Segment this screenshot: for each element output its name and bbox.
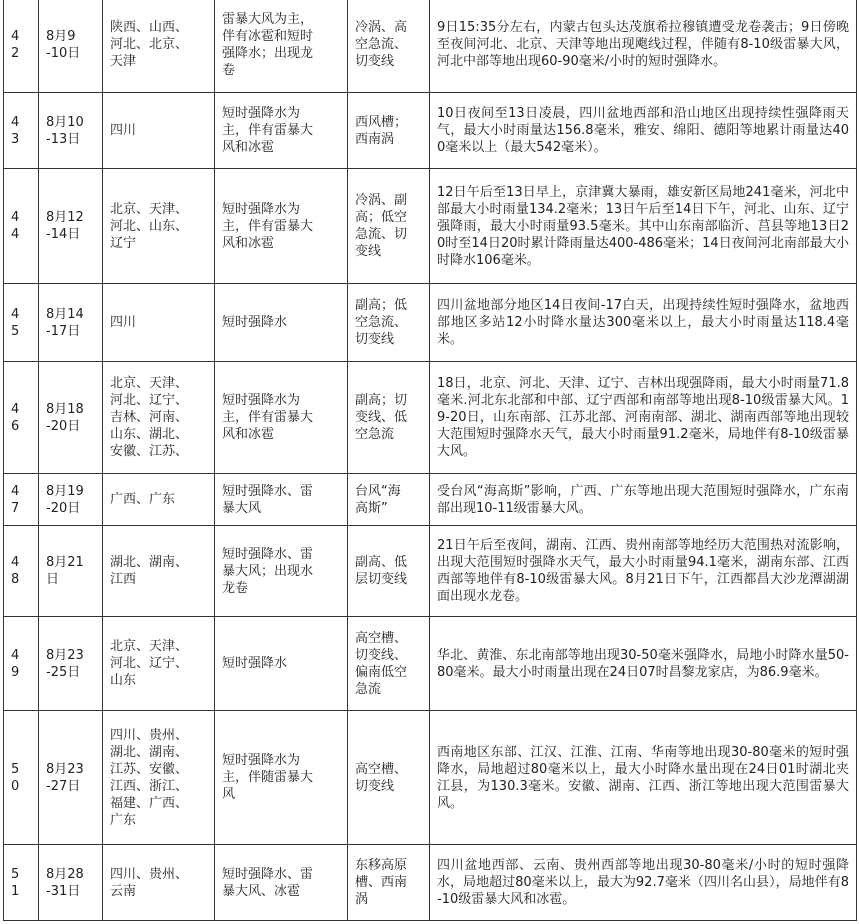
weather-system-cell-text: 冷涡、高 空急流、 切变线 xyxy=(355,20,408,69)
weather-type-cell xyxy=(215,362,348,474)
weather-system-cell-text: 高空槽、 切变线 xyxy=(355,761,408,794)
weather-system-cell xyxy=(348,711,430,845)
event-number-cell xyxy=(4,617,39,711)
event-number-cell xyxy=(4,0,39,93)
regions-cell-text: 四川 xyxy=(110,315,137,330)
date-cell-text: 8月28 -31日 xyxy=(46,866,84,899)
event-number-cell xyxy=(4,284,39,362)
weather-type-cell xyxy=(215,0,348,93)
event-number-cell-text: 4 6 xyxy=(11,401,20,434)
weather-type-cell xyxy=(215,93,348,169)
weather-system-cell-text: 副高、低 层切变线 xyxy=(355,555,408,587)
weather-system-cell-text: 副高；切 变线、低 空急流 xyxy=(355,393,408,442)
table-row xyxy=(4,474,857,526)
date-cell xyxy=(39,93,103,169)
event-number-cell-text: 4 4 xyxy=(11,210,20,242)
date-cell-text: 8月10 -13日 xyxy=(46,114,84,147)
date-cell xyxy=(39,362,103,474)
regions-cell-text: 北京、天津、 河北、辽宁、 吉林、河南、 山东、湖北、 安徽、江苏、 xyxy=(110,376,189,459)
regions-cell xyxy=(103,845,215,921)
description-cell xyxy=(430,284,857,362)
regions-cell-text: 北京、天津、 河北、山东、 辽宁 xyxy=(110,201,189,251)
weather-type-cell-text: 短时强降水为 主，伴有雷暴大 风和冰雹 xyxy=(222,201,314,251)
regions-cell-text: 四川 xyxy=(110,123,137,138)
date-cell-text: 8月21 日 xyxy=(46,555,84,587)
weather-system-cell xyxy=(348,362,430,474)
regions-cell xyxy=(103,362,215,474)
date-cell-text: 8月12 -14日 xyxy=(46,210,84,242)
event-number-cell-text: 4 2 xyxy=(11,28,20,61)
description-cell-text: 华北、黄淮、东北南部等地出现30-50毫米强降水，局地小时降水量50-80毫米。最大小时雨量出现在24日07时昌黎龙家店，为86.9毫米。 xyxy=(437,647,849,680)
event-number-cell xyxy=(4,526,39,617)
weather-system-cell xyxy=(348,845,430,921)
regions-cell xyxy=(103,711,215,845)
weather-type-cell-text: 短时强降水 xyxy=(222,656,288,671)
weather-system-cell xyxy=(348,617,430,711)
event-number-cell-text: 5 0 xyxy=(11,761,20,794)
weather-type-cell xyxy=(215,845,348,921)
date-cell-text: 8月9 -10日 xyxy=(46,28,81,61)
table-row xyxy=(4,93,857,169)
table-row xyxy=(4,284,857,362)
regions-cell xyxy=(103,284,215,362)
event-number-cell-text: 4 7 xyxy=(11,483,20,516)
regions-cell xyxy=(103,93,215,169)
regions-cell xyxy=(103,526,215,617)
date-cell xyxy=(39,845,103,921)
regions-cell-text: 广西、广东 xyxy=(110,492,176,507)
description-cell xyxy=(430,526,857,617)
description-cell xyxy=(430,362,857,474)
weather-events-table xyxy=(3,0,857,921)
description-cell-text: 10日夜间至13日凌晨，四川盆地西部和沿山地区出现持续性强降雨天气，最大小时雨量达156.8毫米，雅安、绵阳、德阳等地累计雨量达400毫米以上（最大542毫米）。 xyxy=(437,106,849,155)
event-number-cell xyxy=(4,93,39,169)
event-number-cell-text: 4 9 xyxy=(11,647,20,680)
date-cell xyxy=(39,284,103,362)
date-cell xyxy=(39,526,103,617)
regions-cell xyxy=(103,617,215,711)
description-cell-text: 18日，北京、河北、天津、辽宁、吉林出现强降雨，最大小时雨量71.8毫米.河北东北部和中部、辽宁西部和南部等地出现8-10级雷暴大风。19-20日，山东南部、江苏北部、河南南部、湖北、湖南西部等地出现较大范围短时强降水天气，最大小时雨量91.2毫米，局地伴有8-10级雷暴大风。 xyxy=(437,376,849,459)
date-cell-text: 8月14 -17日 xyxy=(46,306,84,339)
event-number-cell-text: 4 3 xyxy=(11,114,20,147)
date-cell xyxy=(39,169,103,284)
weather-system-cell-text: 西风槽； 西南涡 xyxy=(355,114,408,147)
table-body xyxy=(4,0,857,921)
regions-cell-text: 湖北、湖南、 江西 xyxy=(110,555,189,587)
weather-type-cell xyxy=(215,526,348,617)
table-row xyxy=(4,526,857,617)
weather-type-cell xyxy=(215,474,348,526)
table-row xyxy=(4,845,857,921)
event-number-cell-text: 5 1 xyxy=(11,866,20,899)
event-number-cell xyxy=(4,169,39,284)
regions-cell-text: 四川、贵州、 湖北、湖南、 江苏、安徽、 江西、浙江、 福建、广西、 广东 xyxy=(110,727,189,828)
date-cell xyxy=(39,711,103,845)
date-cell-text: 8月19 -20日 xyxy=(46,483,84,516)
description-cell-text: 西南地区东部、江汉、江淮、江南、华南等地出现30-80毫米的短时强降水，局地超过80毫米以上，最大小时降水量出现在24日01时湖北夹江县，为130.3毫米。安徽、湖南、江西、浙江等地出现大范围雷暴大风。 xyxy=(437,744,849,811)
table-row xyxy=(4,362,857,474)
regions-cell xyxy=(103,474,215,526)
weather-system-cell-text: 高空槽、 切变线、 偏南低空 急流 xyxy=(355,630,408,697)
description-cell-text: 12日午后至13日早上，京津冀大暴雨，雄安新区局地241毫米，河北中部最大小时雨量134.2毫米；13日午后至14日下午，河北、山东、辽宁强降雨，最大小时雨量93.5毫米。其中山东南部临沂、莒县等地13日20时至14日20时累计降雨量达400-486毫米；14日夜间河北南部最大小时降水106毫米。 xyxy=(437,184,849,268)
weather-type-cell xyxy=(215,284,348,362)
weather-system-cell xyxy=(348,0,430,93)
date-cell-text: 8月23 -27日 xyxy=(46,761,84,794)
weather-system-cell xyxy=(348,93,430,169)
weather-system-cell xyxy=(348,169,430,284)
date-cell xyxy=(39,474,103,526)
regions-cell-text: 四川、贵州、 云南 xyxy=(110,866,189,899)
weather-type-cell xyxy=(215,169,348,284)
weather-system-cell xyxy=(348,474,430,526)
regions-cell-text: 陕西、山西、 河北、北京、 天津 xyxy=(110,20,189,69)
event-number-cell xyxy=(4,845,39,921)
weather-system-cell-text: 东移高原 槽、西南 涡 xyxy=(355,858,408,907)
weather-type-cell xyxy=(215,617,348,711)
date-cell-text: 8月23 -25日 xyxy=(46,647,84,680)
description-cell-text: 21日午后至夜间，湖南、江西、贵州南部等地经历大范围热对流影响，出现大范围短时强降水天气，最大小时雨量94.1毫米，湖南东部、江西西部等地伴有8-10级雷暴大风。8月21日下午，江西都昌大沙龙潭湖湖面出现水龙卷。 xyxy=(437,538,849,604)
table-row xyxy=(4,0,857,93)
description-cell xyxy=(430,169,857,284)
event-number-cell-text: 4 5 xyxy=(11,306,20,339)
description-cell-text: 四川盆地西部、云南、贵州西部等地出现30-80毫米/小时的短时强降水，局地超过80毫米以上，最大为92.7毫米（四川名山县），局地伴有8-10级雷暴大风和冰雹。 xyxy=(437,858,849,907)
description-cell xyxy=(430,711,857,845)
weather-system-cell xyxy=(348,284,430,362)
weather-type-cell-text: 雷暴大风为主， 伴有冰雹和短时 强降水；出现龙 卷 xyxy=(222,11,314,78)
date-cell-text: 8月18 -20日 xyxy=(46,401,84,434)
weather-system-cell-text: 副高；低 空急流、 切变线 xyxy=(355,298,408,347)
weather-type-cell-text: 短时强降水为 主，伴随雷暴大 风 xyxy=(222,753,314,802)
weather-type-cell-text: 短时强降水 xyxy=(222,315,288,330)
date-cell xyxy=(39,617,103,711)
description-cell xyxy=(430,0,857,93)
date-cell xyxy=(39,0,103,93)
description-cell xyxy=(430,474,857,526)
event-number-cell xyxy=(4,711,39,845)
weather-type-cell-text: 短时强降水、雷 暴大风 xyxy=(222,483,314,516)
table-row xyxy=(4,711,857,845)
description-cell xyxy=(430,93,857,169)
weather-type-cell xyxy=(215,711,348,845)
weather-type-cell-text: 短时强降水为 主，伴有雷暴大 风和冰雹 xyxy=(222,106,314,155)
description-cell xyxy=(430,617,857,711)
description-cell-text: 四川盆地部分地区14日夜间-17白天，出现持续性短时强降水，盆地西部地区多站12小时降水量达300毫米以上，最大小时雨量达118.4毫米。 xyxy=(437,298,849,347)
event-number-cell xyxy=(4,362,39,474)
weather-type-cell-text: 短时强降水、雷 暴大风；出现水 龙卷 xyxy=(222,546,314,596)
weather-type-cell-text: 短时强降水、雷 暴大风、冰雹 xyxy=(222,866,314,899)
table-row xyxy=(4,169,857,284)
description-cell xyxy=(430,845,857,921)
weather-system-cell xyxy=(348,526,430,617)
event-number-cell xyxy=(4,474,39,526)
weather-system-cell-text: 台风“海 高斯” xyxy=(355,483,401,516)
description-cell-text: 受台风“海高斯”影响，广西、广东等地出现大范围短时强降水，广东南部出现10-11级雷暴大风。 xyxy=(437,483,849,516)
description-cell-text: 9日15:35分左右，内蒙古包头达茂旗希拉穆镇遭受龙卷袭击；9日傍晚至夜间河北、北京、天津等地出现飑线过程，伴随有8-10级雷暴大风，河北中部等地出现60-90毫米/小时的短时强降水。 xyxy=(437,20,849,69)
event-number-cell-text: 4 8 xyxy=(11,555,20,587)
table-row xyxy=(4,617,857,711)
regions-cell xyxy=(103,0,215,93)
weather-type-cell-text: 短时强降水为 主，伴有雷暴大 风和冰雹 xyxy=(222,393,314,442)
regions-cell xyxy=(103,169,215,284)
weather-system-cell-text: 冷涡、副 高；低空 急流、切 变线 xyxy=(355,193,408,259)
regions-cell-text: 北京、天津、 河北、辽宁、 山东 xyxy=(110,639,189,688)
